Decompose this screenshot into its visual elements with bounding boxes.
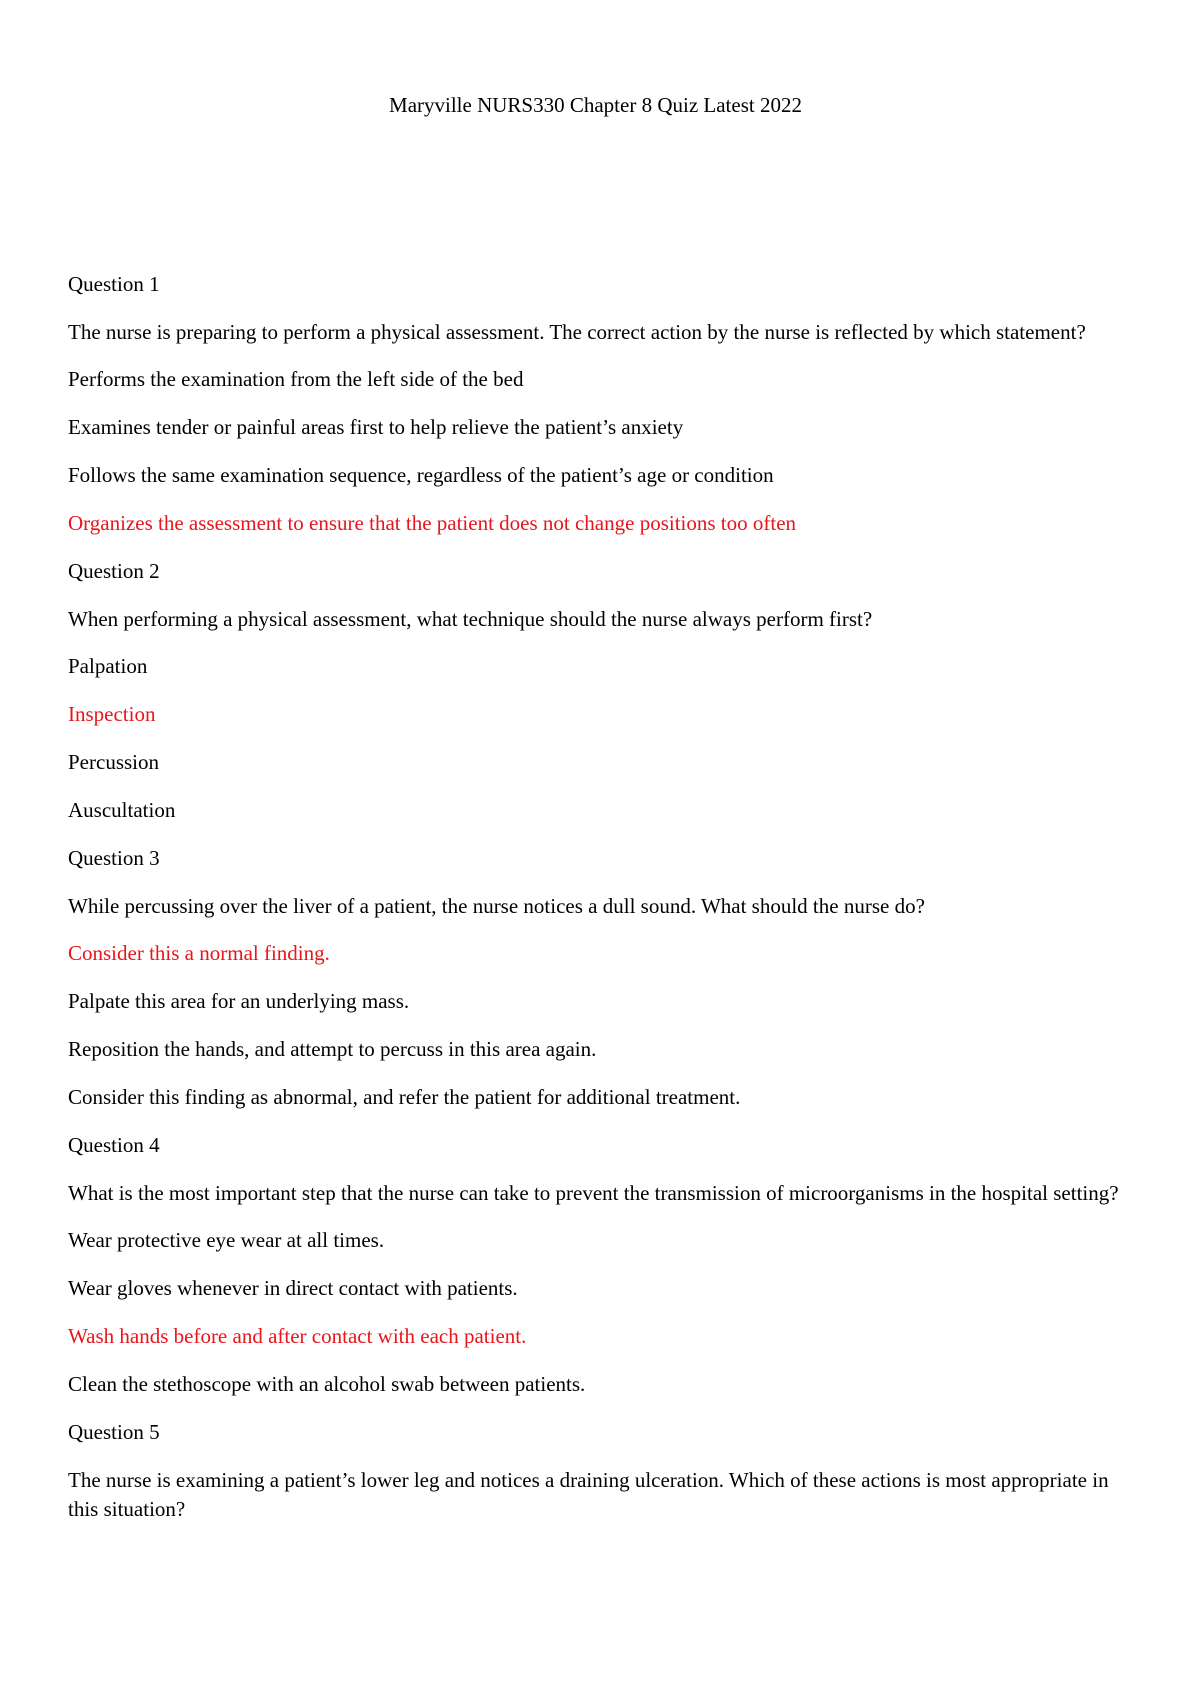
question-label: Question 5 (68, 1420, 160, 1444)
question-label: Question 3 (68, 846, 160, 870)
question-text: When performing a physical assessment, what technique should the nurse always perform first? (68, 607, 873, 631)
question-label: Question 1 (68, 272, 160, 296)
question-block-2 (68, 557, 1128, 825)
question-label: Question 2 (68, 559, 160, 583)
correct-answer-option: Wash hands before and after contact with each patient. (68, 1324, 527, 1348)
correct-answer-option: Organizes the assessment to ensure that the patient does not change positions too often (68, 511, 797, 535)
question-text: While percussing over the liver of a patient, the nurse notices a dull sound. What should the nurse do? (68, 894, 925, 918)
question-text: What is the most important step that the nurse can take to prevent the transmission of microorganisms in the hospital setting? (68, 1181, 1119, 1205)
correct-answer-option: Consider this a normal finding. (68, 941, 330, 965)
question-block-4 (68, 1131, 1128, 1399)
answer-option: Percussion (68, 750, 159, 774)
answer-option: Palpate this area for an underlying mass. (68, 989, 410, 1013)
question-block-3 (68, 844, 1128, 1112)
question-block-5 (68, 1418, 1128, 1524)
answer-option: Clean the stethoscope with an alcohol swab between patients. (68, 1372, 586, 1396)
question-text: The nurse is examining a patient’s lower leg and notices a draining ulceration. Which of these actions is most appropriate in this situation? (68, 1468, 1109, 1521)
document-title: Maryville NURS330 Chapter 8 Quiz Latest 2022 (389, 93, 802, 117)
answer-option: Wear gloves whenever in direct contact with patients. (68, 1276, 518, 1300)
answer-option: Follows the same examination sequence, regardless of the patient’s age or condition (68, 463, 774, 487)
question-block-1 (68, 270, 1128, 538)
correct-answer-option: Inspection (68, 702, 156, 726)
answer-option: Wear protective eye wear at all times. (68, 1228, 385, 1252)
answer-option: Palpation (68, 654, 148, 678)
answer-option: Examines tender or painful areas first to help relieve the patient’s anxiety (68, 415, 684, 439)
question-label: Question 4 (68, 1133, 160, 1157)
quiz-content (68, 270, 1128, 1542)
answer-option: Auscultation (68, 798, 176, 822)
answer-option: Performs the examination from the left side of the bed (68, 367, 524, 391)
answer-option: Reposition the hands, and attempt to percuss in this area again. (68, 1037, 597, 1061)
question-text: The nurse is preparing to perform a physical assessment. The correct action by the nurse is reflected by which statement? (68, 320, 1086, 344)
answer-option: Consider this finding as abnormal, and refer the patient for additional treatment. (68, 1085, 741, 1109)
